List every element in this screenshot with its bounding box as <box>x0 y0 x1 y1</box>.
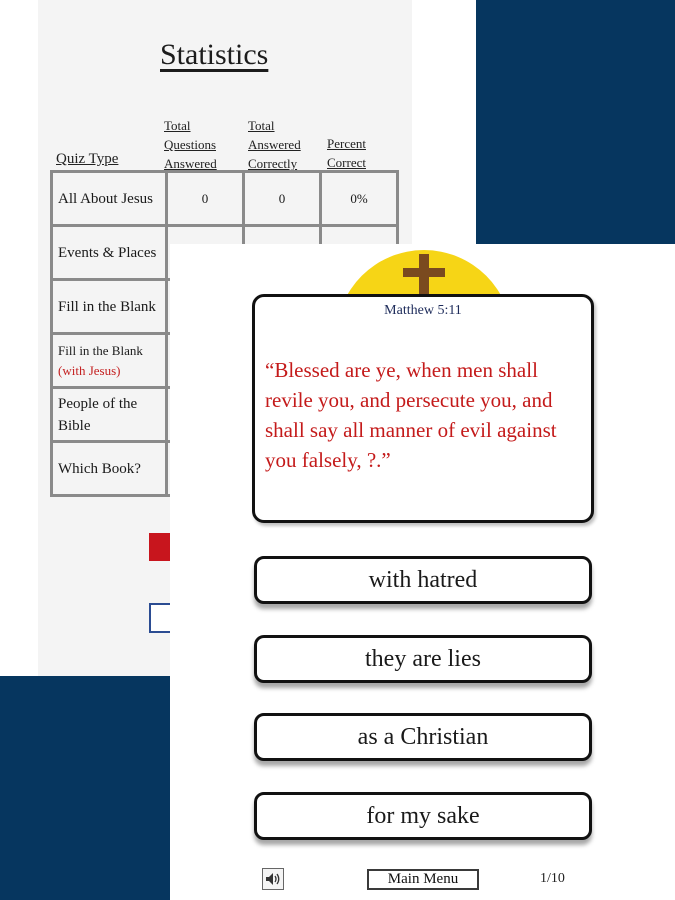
verse-card <box>252 294 594 523</box>
quiz-type-cell: All About Jesus <box>52 172 167 226</box>
quiz-type-cell: People of the Bible <box>52 388 167 442</box>
cross-icon-bar <box>403 268 445 277</box>
quiz-type-label: Fill in the Blank <box>58 342 143 358</box>
quiz-type-cell: Which Book? <box>52 442 167 496</box>
quiz-type-cell: Events & Places <box>52 226 167 280</box>
answer-button[interactable]: as a Christian <box>254 713 592 761</box>
quiz-type-cell <box>52 334 167 388</box>
quiz-type-note: (with Jesus) <box>58 362 121 378</box>
header-percent-correct: Percent Correct <box>327 136 366 170</box>
navy-background-top <box>476 0 675 244</box>
percent-cell: 0% <box>321 172 398 226</box>
quiz-type-cell: Fill in the Blank <box>52 280 167 334</box>
speaker-button[interactable] <box>262 868 284 890</box>
statistics-title: Statistics <box>160 38 269 71</box>
verse-text: “Blessed are ye, when men shall revile you, and persecute you, and shall say all manner of evil against you falsely, ?.” <box>265 358 557 472</box>
answered-cell: 0 <box>167 172 244 226</box>
main-menu-button[interactable]: Main Menu <box>367 869 479 890</box>
header-total-questions: Total Questions Answered <box>164 118 217 171</box>
header-total-correct: Total Answered Correctly <box>248 118 301 171</box>
navy-background-bottom <box>0 676 170 900</box>
answer-button[interactable]: for my sake <box>254 792 592 840</box>
speaker-icon <box>265 872 281 886</box>
header-quiz-type: Quiz Type <box>56 151 119 167</box>
table-row <box>52 172 398 226</box>
answer-button[interactable]: with hatred <box>254 556 592 604</box>
question-counter: 1/10 <box>540 871 565 886</box>
verse-reference: Matthew 5:11 <box>384 303 462 318</box>
correct-cell: 0 <box>244 172 321 226</box>
quiz-screen <box>170 244 675 900</box>
answer-button[interactable]: they are lies <box>254 635 592 683</box>
